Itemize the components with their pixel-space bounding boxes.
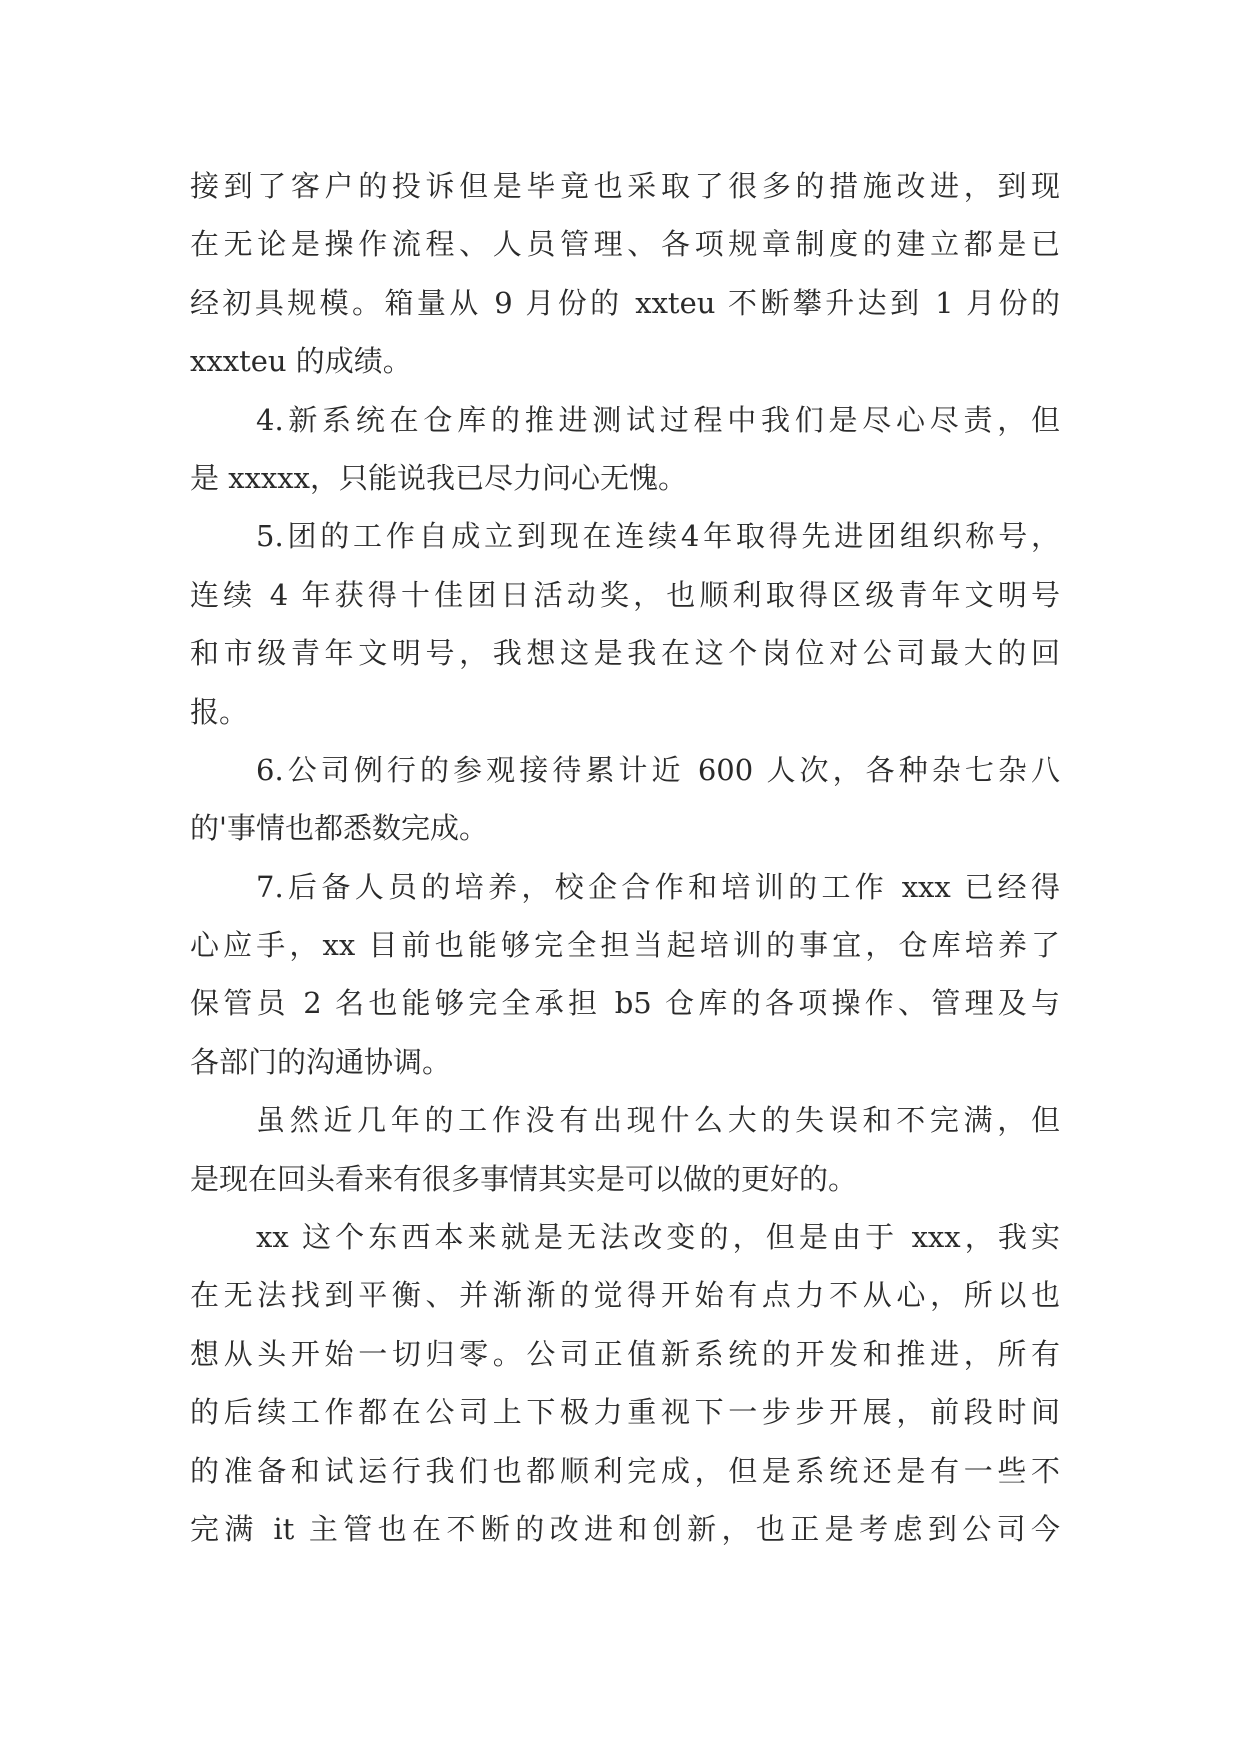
document-body <box>190 157 1060 1558</box>
text-line: 各部门的沟通协调。 <box>190 1044 452 1079</box>
text-line: xxxteu 的成绩。 <box>190 344 412 379</box>
text-line: 完满 it 主管也在不断的改进和创新，也正是考虑到公司今 <box>190 1511 1060 1546</box>
text-line: 连续 4 年获得十佳团日活动奖，也顺利取得区级青年文明号 <box>190 577 1060 612</box>
text-line: 4.新系统在仓库的推进测试过程中我们是尽心尽责，但 <box>256 402 1060 437</box>
text-line: 6.公司例行的参观接待累计近 600 人次，各种杂七杂八 <box>256 752 1060 787</box>
text-line: 经初具规模。箱量从 9 月份的 xxteu 不断攀升达到 1 月份的 <box>190 285 1060 320</box>
text-line: 在无法找到平衡、并渐渐的觉得开始有点力不从心，所以也 <box>190 1278 1060 1313</box>
text-line: 的'事情也都悉数完成。 <box>190 811 488 846</box>
text-line: 是现在回头看来有很多事情其实是可以做的更好的。 <box>190 1161 858 1196</box>
text-line: 是 xxxxx，只能说我已尽力问心无愧。 <box>190 460 687 495</box>
text-line: 心应手，xx 目前也能够完全担当起培训的事宜，仓库培养了 <box>190 928 1060 963</box>
text-line: 报。 <box>190 694 249 729</box>
text-line: 保管员 2 名也能够完全承担 b5 仓库的各项操作、管理及与 <box>190 986 1060 1021</box>
text-line: 的准备和试运行我们也都顺利完成，但是系统还是有一些不 <box>190 1453 1060 1488</box>
text-line: 5.团的工作自成立到现在连续4年取得先进团组织称号， <box>256 519 1060 554</box>
text-line: 在无论是操作流程、人员管理、各项规章制度的建立都是已 <box>190 227 1060 262</box>
text-line: xx 这个东西本来就是无法改变的，但是由于 xxx，我实 <box>256 1220 1060 1255</box>
text-line: 接到了客户的投诉但是毕竟也采取了很多的措施改进，到现 <box>190 169 1060 203</box>
text-line: 虽然近几年的工作没有出现什么大的失误和不完满，但 <box>256 1103 1060 1138</box>
text-line: 想从头开始一切归零。公司正值新系统的开发和推进，所有 <box>190 1336 1060 1371</box>
text-line: 的后续工作都在公司上下极力重视下一步步开展，前段时间 <box>190 1395 1060 1430</box>
text-line: 7.后备人员的培养，校企合作和培训的工作 xxx 已经得 <box>256 869 1060 904</box>
text-line: 和市级青年文明号，我想这是我在这个岗位对公司最大的回 <box>190 636 1060 671</box>
